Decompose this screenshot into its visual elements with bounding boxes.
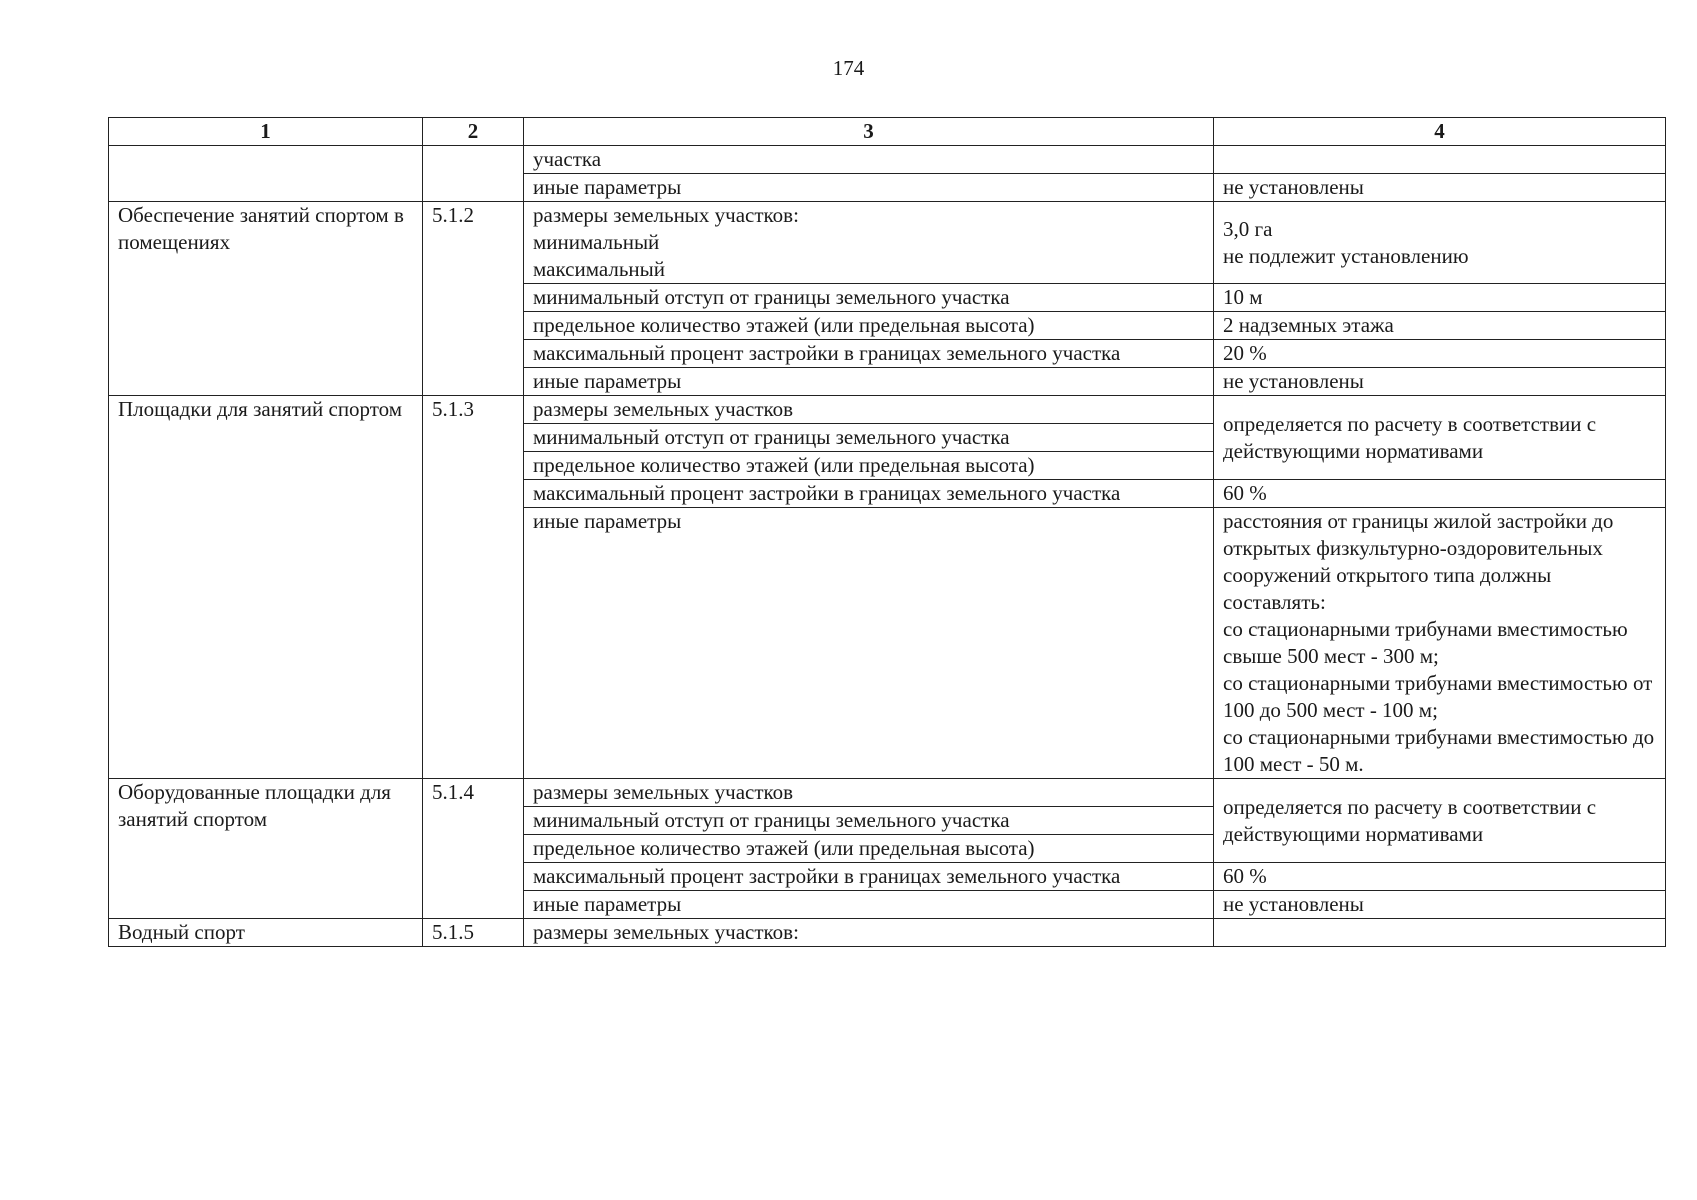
value-cell: не установлены [1214,368,1666,396]
param-cell: предельное количество этажей (или предельная высота) [524,835,1214,863]
param-cell: иные параметры [524,891,1214,919]
param-cell: максимальный процент застройки в границах земельного участка [524,863,1214,891]
use-name-cell: Водный спорт [109,919,423,947]
param-cell: размеры земельных участков [524,779,1214,807]
param-cell: размеры земельных участков [524,396,1214,424]
header-col-2: 2 [423,118,524,146]
code-cell [423,146,524,202]
use-name-cell: Обеспечение занятий спортом в помещениях [109,202,423,396]
page-number: 174 [832,56,865,80]
param-cell: размеры земельных участков: минимальный максимальный [524,202,1214,284]
code-cell: 5.1.3 [423,396,524,779]
value-cell: 20 % [1214,340,1666,368]
value-cell: 60 % [1214,863,1666,891]
value-cell: не установлены [1214,891,1666,919]
value-cell: определяется по расчету в соответствии с действующими нормативами [1214,396,1666,480]
use-name-cell [109,146,423,202]
param-cell: максимальный процент застройки в границах земельного участка [524,480,1214,508]
header-row [109,118,1666,146]
header-col-1: 1 [109,118,423,146]
param-cell: предельное количество этажей (или предельная высота) [524,312,1214,340]
param-cell: минимальный отступ от границы земельного участка [524,807,1214,835]
regulations-table [108,117,1666,947]
param-cell: размеры земельных участков: [524,919,1214,947]
param-cell: иные параметры [524,508,1214,779]
param-cell: участка [524,146,1214,174]
table-row [109,146,1666,174]
value-cell: расстояния от границы жилой застройки до открытых физкультурно-оздоровительных сооружений открытого типа должны составлять: со стационарными трибунами вместимостью свыше 500 мест - 300 м; со стационарными трибунами вместимостью от 100 до 500 мест - 100 м; со стационарными трибунами вместимостью до 100 мест - 50 м. [1214,508,1666,779]
code-cell: 5.1.4 [423,779,524,919]
param-cell: предельное количество этажей (или предельная высота) [524,452,1214,480]
table-row [109,396,1666,424]
value-cell: 2 надземных этажа [1214,312,1666,340]
header-col-4: 4 [1214,118,1666,146]
table-row [109,779,1666,807]
value-cell: 3,0 га не подлежит установлению [1214,202,1666,284]
param-cell: иные параметры [524,174,1214,202]
value-cell [1214,919,1666,947]
param-cell: иные параметры [524,368,1214,396]
use-name-cell: Оборудованные площадки для занятий спортом [109,779,423,919]
value-cell: не установлены [1214,174,1666,202]
table-row [109,202,1666,284]
code-cell: 5.1.2 [423,202,524,396]
value-cell: определяется по расчету в соответствии с действующими нормативами [1214,779,1666,863]
param-cell: максимальный процент застройки в границах земельного участка [524,340,1214,368]
param-cell: минимальный отступ от границы земельного участка [524,284,1214,312]
header-col-3: 3 [524,118,1214,146]
use-name-cell: Площадки для занятий спортом [109,396,423,779]
value-cell: 10 м [1214,284,1666,312]
param-cell: минимальный отступ от границы земельного участка [524,424,1214,452]
code-cell: 5.1.5 [423,919,524,947]
table-row [109,919,1666,947]
value-cell [1214,146,1666,174]
value-cell: 60 % [1214,480,1666,508]
